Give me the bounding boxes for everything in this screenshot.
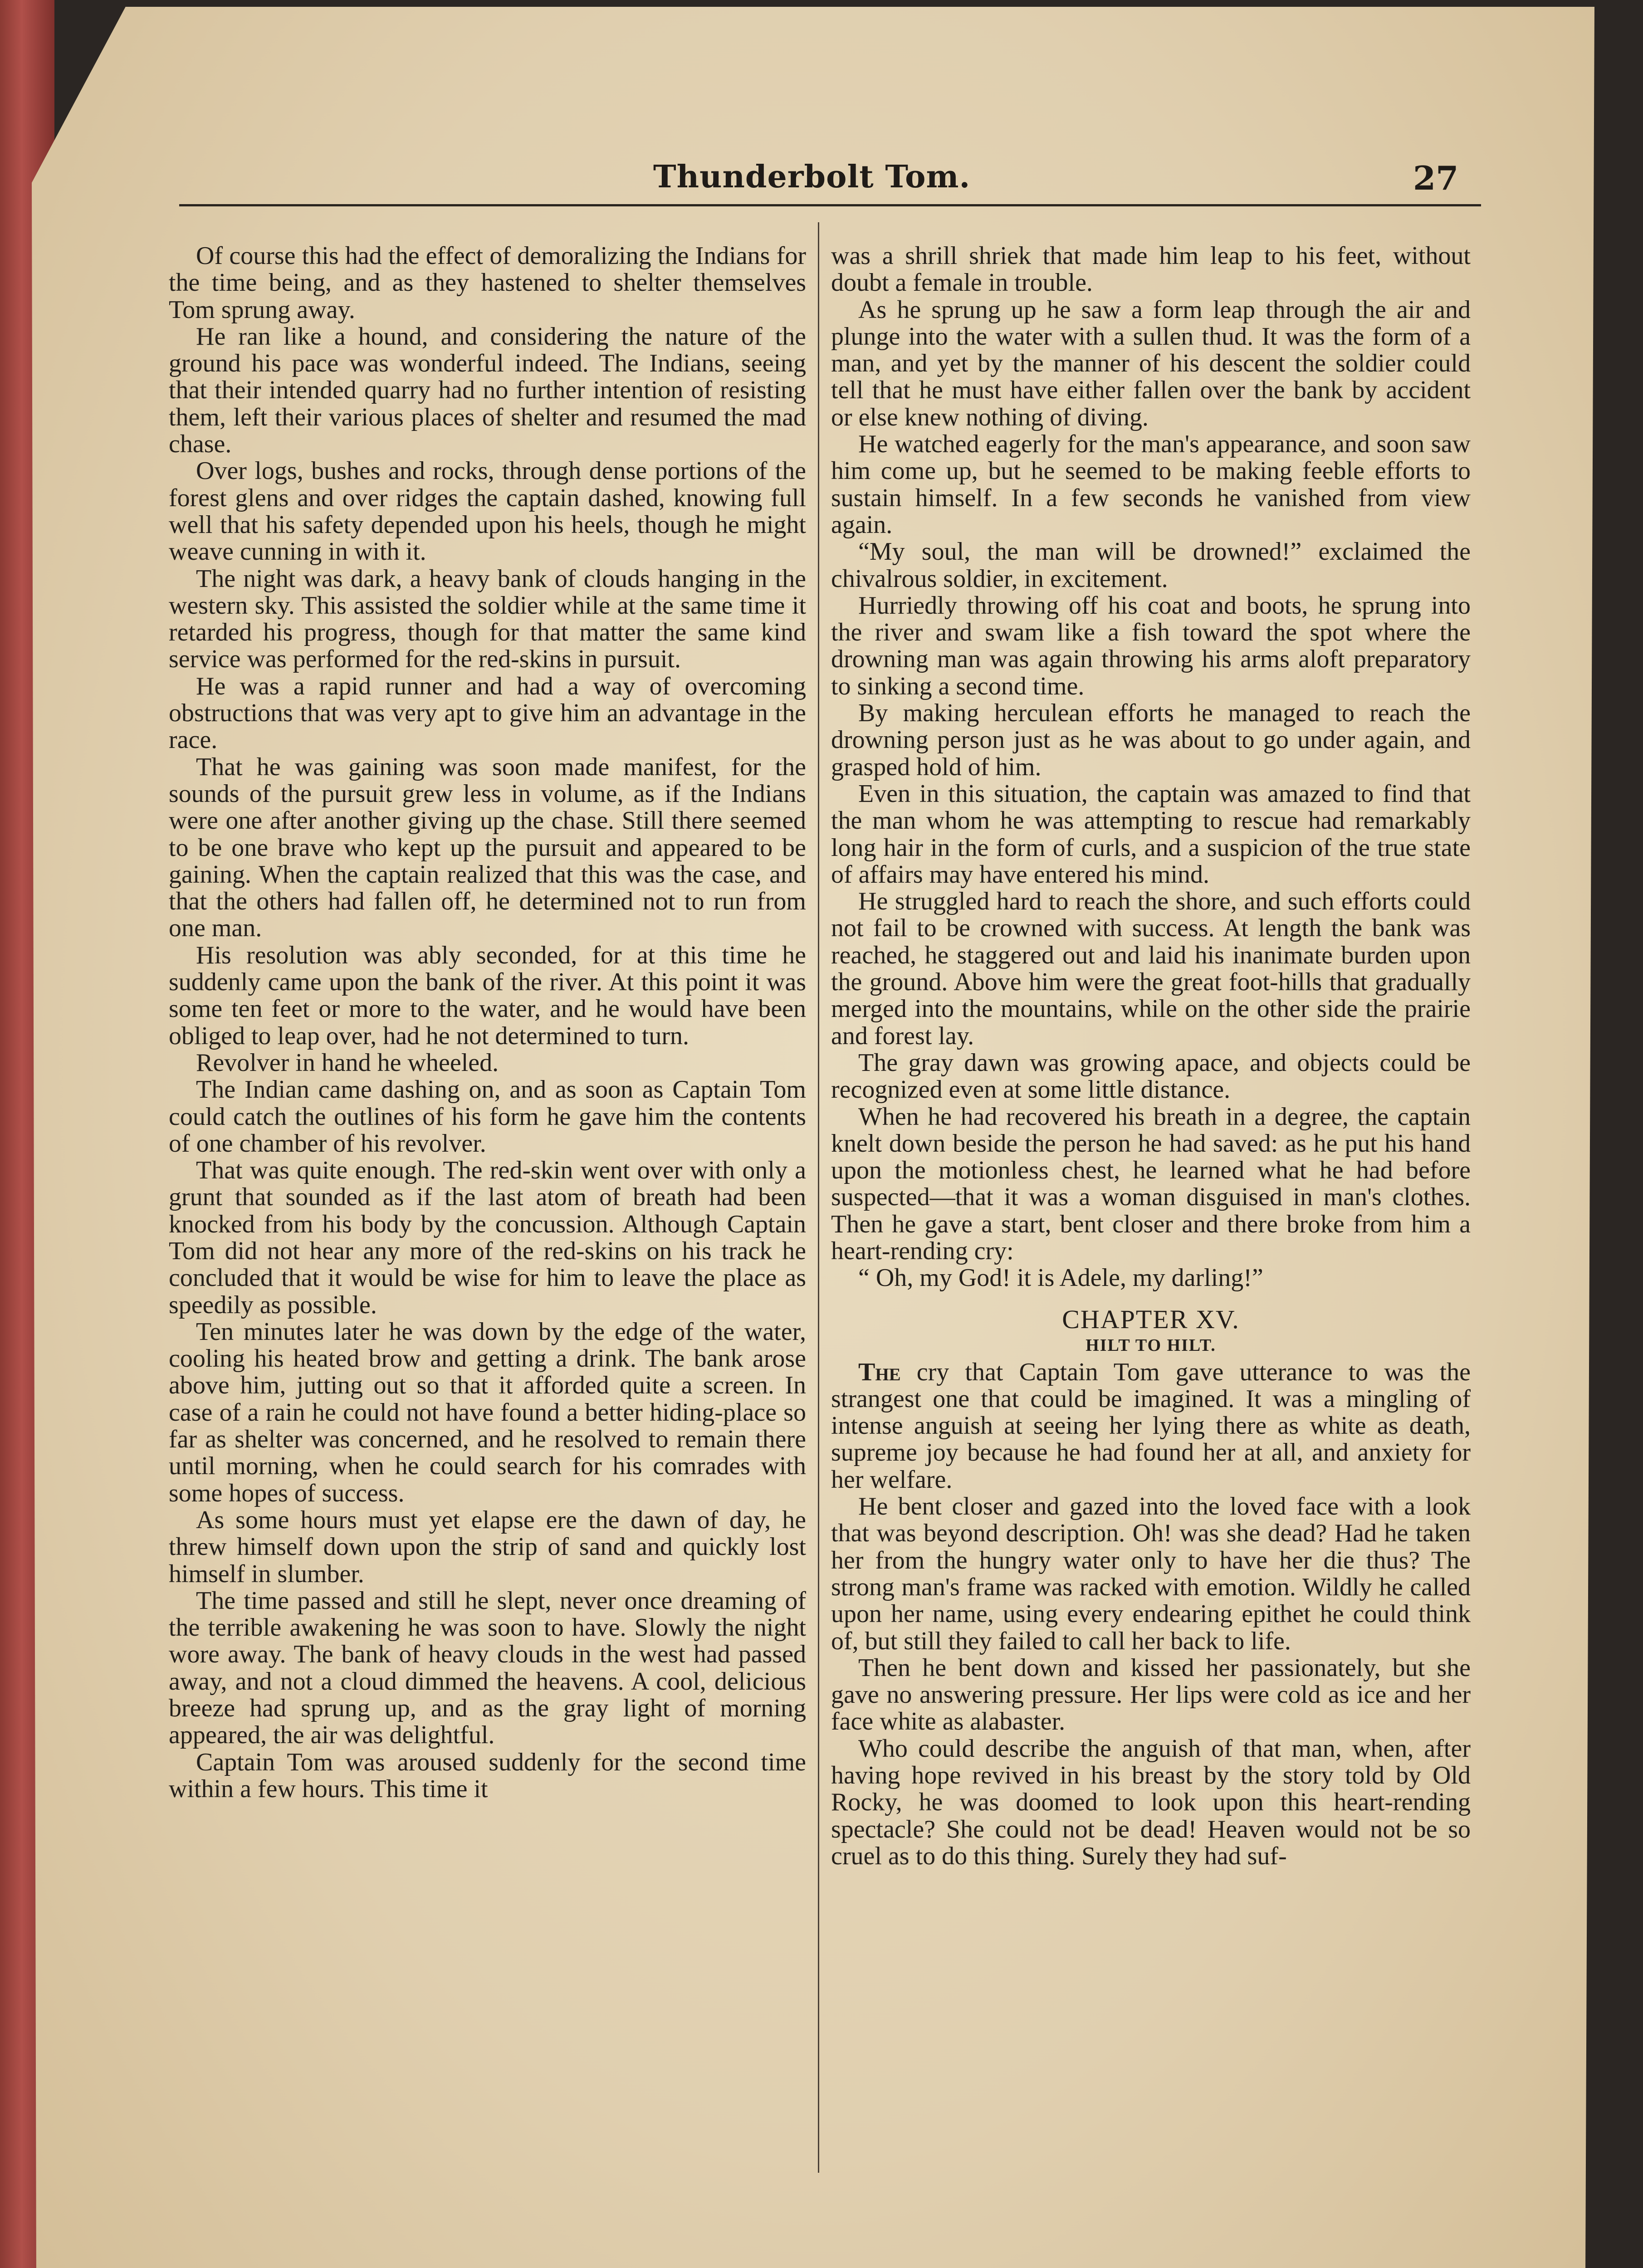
paragraph: Captain Tom was aroused suddenly for the second time within a few hours. This time it bbox=[169, 1748, 806, 1803]
right-column bbox=[831, 243, 1471, 2161]
paragraph: As some hours must yet elapse ere the dawn of day, he threw himself down upon the strip of sand and quickly lost himself in slumber. bbox=[169, 1505, 806, 1588]
header-rule bbox=[179, 204, 1481, 206]
paragraph: He bent closer and gazed into the loved face with a look that was beyond description. Oh! was she dead? Had he taken her from the hungry water only to have her die thus? The strong man's frame was racked with emotion. Wildly he called upon her name, using every endearing epithet he could think of, but still they failed to call her back to life. bbox=[831, 1492, 1471, 1655]
chapter-subheading: HILT TO HILT. bbox=[1086, 1335, 1216, 1355]
opening-text: cry that Captain Tom gave utterance to was the strangest one that could be imagined. It was a mingling of intense anguish at seeing her lying there as white as death, supreme joy because he had found her at all, and anxiety for her welfare. bbox=[831, 1358, 1471, 1494]
paragraph: He ran like a hound, and considering the nature of the ground his pace was wonderful indeed. The Indians, seeing that their intended quarry had no further intention of resisting them, left their various places of shelter and resumed the mad chase. bbox=[169, 322, 806, 459]
chapter-opening-paragraph bbox=[831, 1359, 1471, 1493]
paragraph: He was a rapid runner and had a way of overcoming obstructions that was very apt to give him an advantage in the race. bbox=[169, 672, 806, 754]
page-header bbox=[0, 154, 1643, 222]
running-title: Thunderbolt Tom. bbox=[653, 159, 971, 195]
paragraph: That he was gaining was soon made manifest, for the sounds of the pursuit grew less in volume, as if the Indians were one after another giving up the chase. Still there seemed to be one brave who kept up the pursuit and appeared to be gaining. When the captain realized that this was the case, and that the others had fallen off, he determined not to run from one man. bbox=[169, 753, 806, 943]
page-number: 27 bbox=[1413, 159, 1459, 197]
paragraph: He struggled hard to reach the shore, and such efforts could not fail to be crowned with success. At length the bank was reached, he staggered out and laid his inanimate burden upon the ground. Above him were the great foot-hills that gradually merged into the mountains, while on the other side the prairie and forest lay. bbox=[831, 887, 1471, 1050]
drop-word: The bbox=[858, 1358, 901, 1386]
paragraph-continued: was a shrill shriek that made him leap to his feet, without doubt a female in trouble. bbox=[831, 243, 1471, 297]
paragraph: The gray dawn was growing apace, and objects could be recognized even at some little distance. bbox=[831, 1048, 1471, 1104]
paragraph: The time passed and still he slept, never once dreaming of the terrible awakening he was soon to have. Slowly the night wore away. The bank of heavy clouds in the west had passed away, and not a cloud dimmed the heavens. A cool, delicious breeze had sprung up, and as the gray light of morning appeared, the air was delightful. bbox=[169, 1586, 806, 1750]
paragraph: Revolver in hand he wheeled. bbox=[196, 1048, 499, 1077]
paragraph: Then he bent down and kissed her passionately, but she gave no answering pressure. Her lips were cold as ice and her face white as alabaster. bbox=[831, 1653, 1471, 1736]
paragraph: Of course this had the effect of demoralizing the Indians for the time being, and as they hastened to shelter themselves Tom sprung away. bbox=[169, 243, 806, 324]
paragraph: That was quite enough. The red-skin went over with only a grunt that sounded as if the last atom of breath had been knocked from his body by the concussion. Although Captain Tom did not hear any more of the red-skins on his track he concluded that it would be wise for him to leave the place as speedily as possible. bbox=[169, 1156, 806, 1319]
paragraph: By making herculean efforts he managed to reach the drowning person just as he was about to go under again, and grasped hold of him. bbox=[831, 699, 1471, 781]
paragraph: Hurriedly throwing off his coat and boots, he sprung into the river and swam like a fish toward the spot where the drowning man was again throwing his arms aloft preparatory to sinking a second time. bbox=[831, 591, 1471, 700]
chapter-heading: CHAPTER XV. bbox=[1062, 1304, 1240, 1334]
paragraph: Even in this situation, the captain was amazed to find that the man whom he was attempting to rescue had remarkably long hair in the form of curls, and a suspicion of the true state of affairs may have entered his mind. bbox=[831, 779, 1471, 889]
column-divider bbox=[818, 222, 819, 2173]
paragraph: The night was dark, a heavy bank of clouds hanging in the western sky. This assisted the soldier while at the same time it retarded his progress, though for that matter the same kind service was performed for the red-skins in pursuit. bbox=[169, 564, 806, 674]
left-column bbox=[169, 243, 806, 2161]
paragraph: Who could describe the anguish of that man, when, after having hope revived in his breast by the story told by Old Rocky, he was doomed to look upon this heart-rending spectacle? She could not be dead! Heaven would not be so cruel as to do this thing. Surely they had suf- bbox=[831, 1734, 1471, 1870]
paragraph: Over logs, bushes and rocks, through dense portions of the forest glens and over ridges the captain dashed, knowing full well that his safety depended upon his heels, though he might weave cunning in with it. bbox=[169, 457, 806, 566]
paragraph: The Indian came dashing on, and as soon as Captain Tom could catch the outlines of his form he gave him the contents of one chamber of his revolver. bbox=[169, 1075, 806, 1158]
paragraph: “My soul, the man will be drowned!” exclaimed the chivalrous soldier, in excitement. bbox=[831, 538, 1471, 593]
paragraph: He watched eagerly for the man's appearance, and soon saw him come up, but he seemed to be making feeble efforts to sustain himself. In a few seconds he vanished from view again. bbox=[831, 430, 1471, 539]
paragraph: As he sprung up he saw a form leap through the air and plunge into the water with a sullen thud. It was the form of a man, and yet by the manner of his descent the soldier could tell that he must have either fallen over the bank by accident or else knew nothing of diving. bbox=[831, 295, 1471, 431]
paragraph: Ten minutes later he was down by the edge of the water, cooling his heated brow and getting a drink. The bank arose above him, jutting out so that it afforded quite a screen. In case of a rain he could not have found a better hiding-place so far as shelter was concerned, and he resolved to remain there until morning, when he could search for his comrades with some hopes of success. bbox=[169, 1317, 806, 1507]
paragraph: His resolution was ably seconded, for at this time he suddenly came upon the bank of the river. At this point it was some ten feet or more to the water, and he would have been obliged to leap over, had he not determined to turn. bbox=[169, 941, 806, 1050]
paragraph: “ Oh, my God! it is Adele, my darling!” bbox=[858, 1264, 1263, 1292]
paragraph: When he had recovered his breath in a degree, the captain knelt down beside the person he had saved: as he put his hand upon the motionless chest, he learned what he had before suspected—that it was a woman disguised in man's clothes. Then he gave a start, bent closer and there broke from him a heart-rending cry: bbox=[831, 1102, 1471, 1265]
